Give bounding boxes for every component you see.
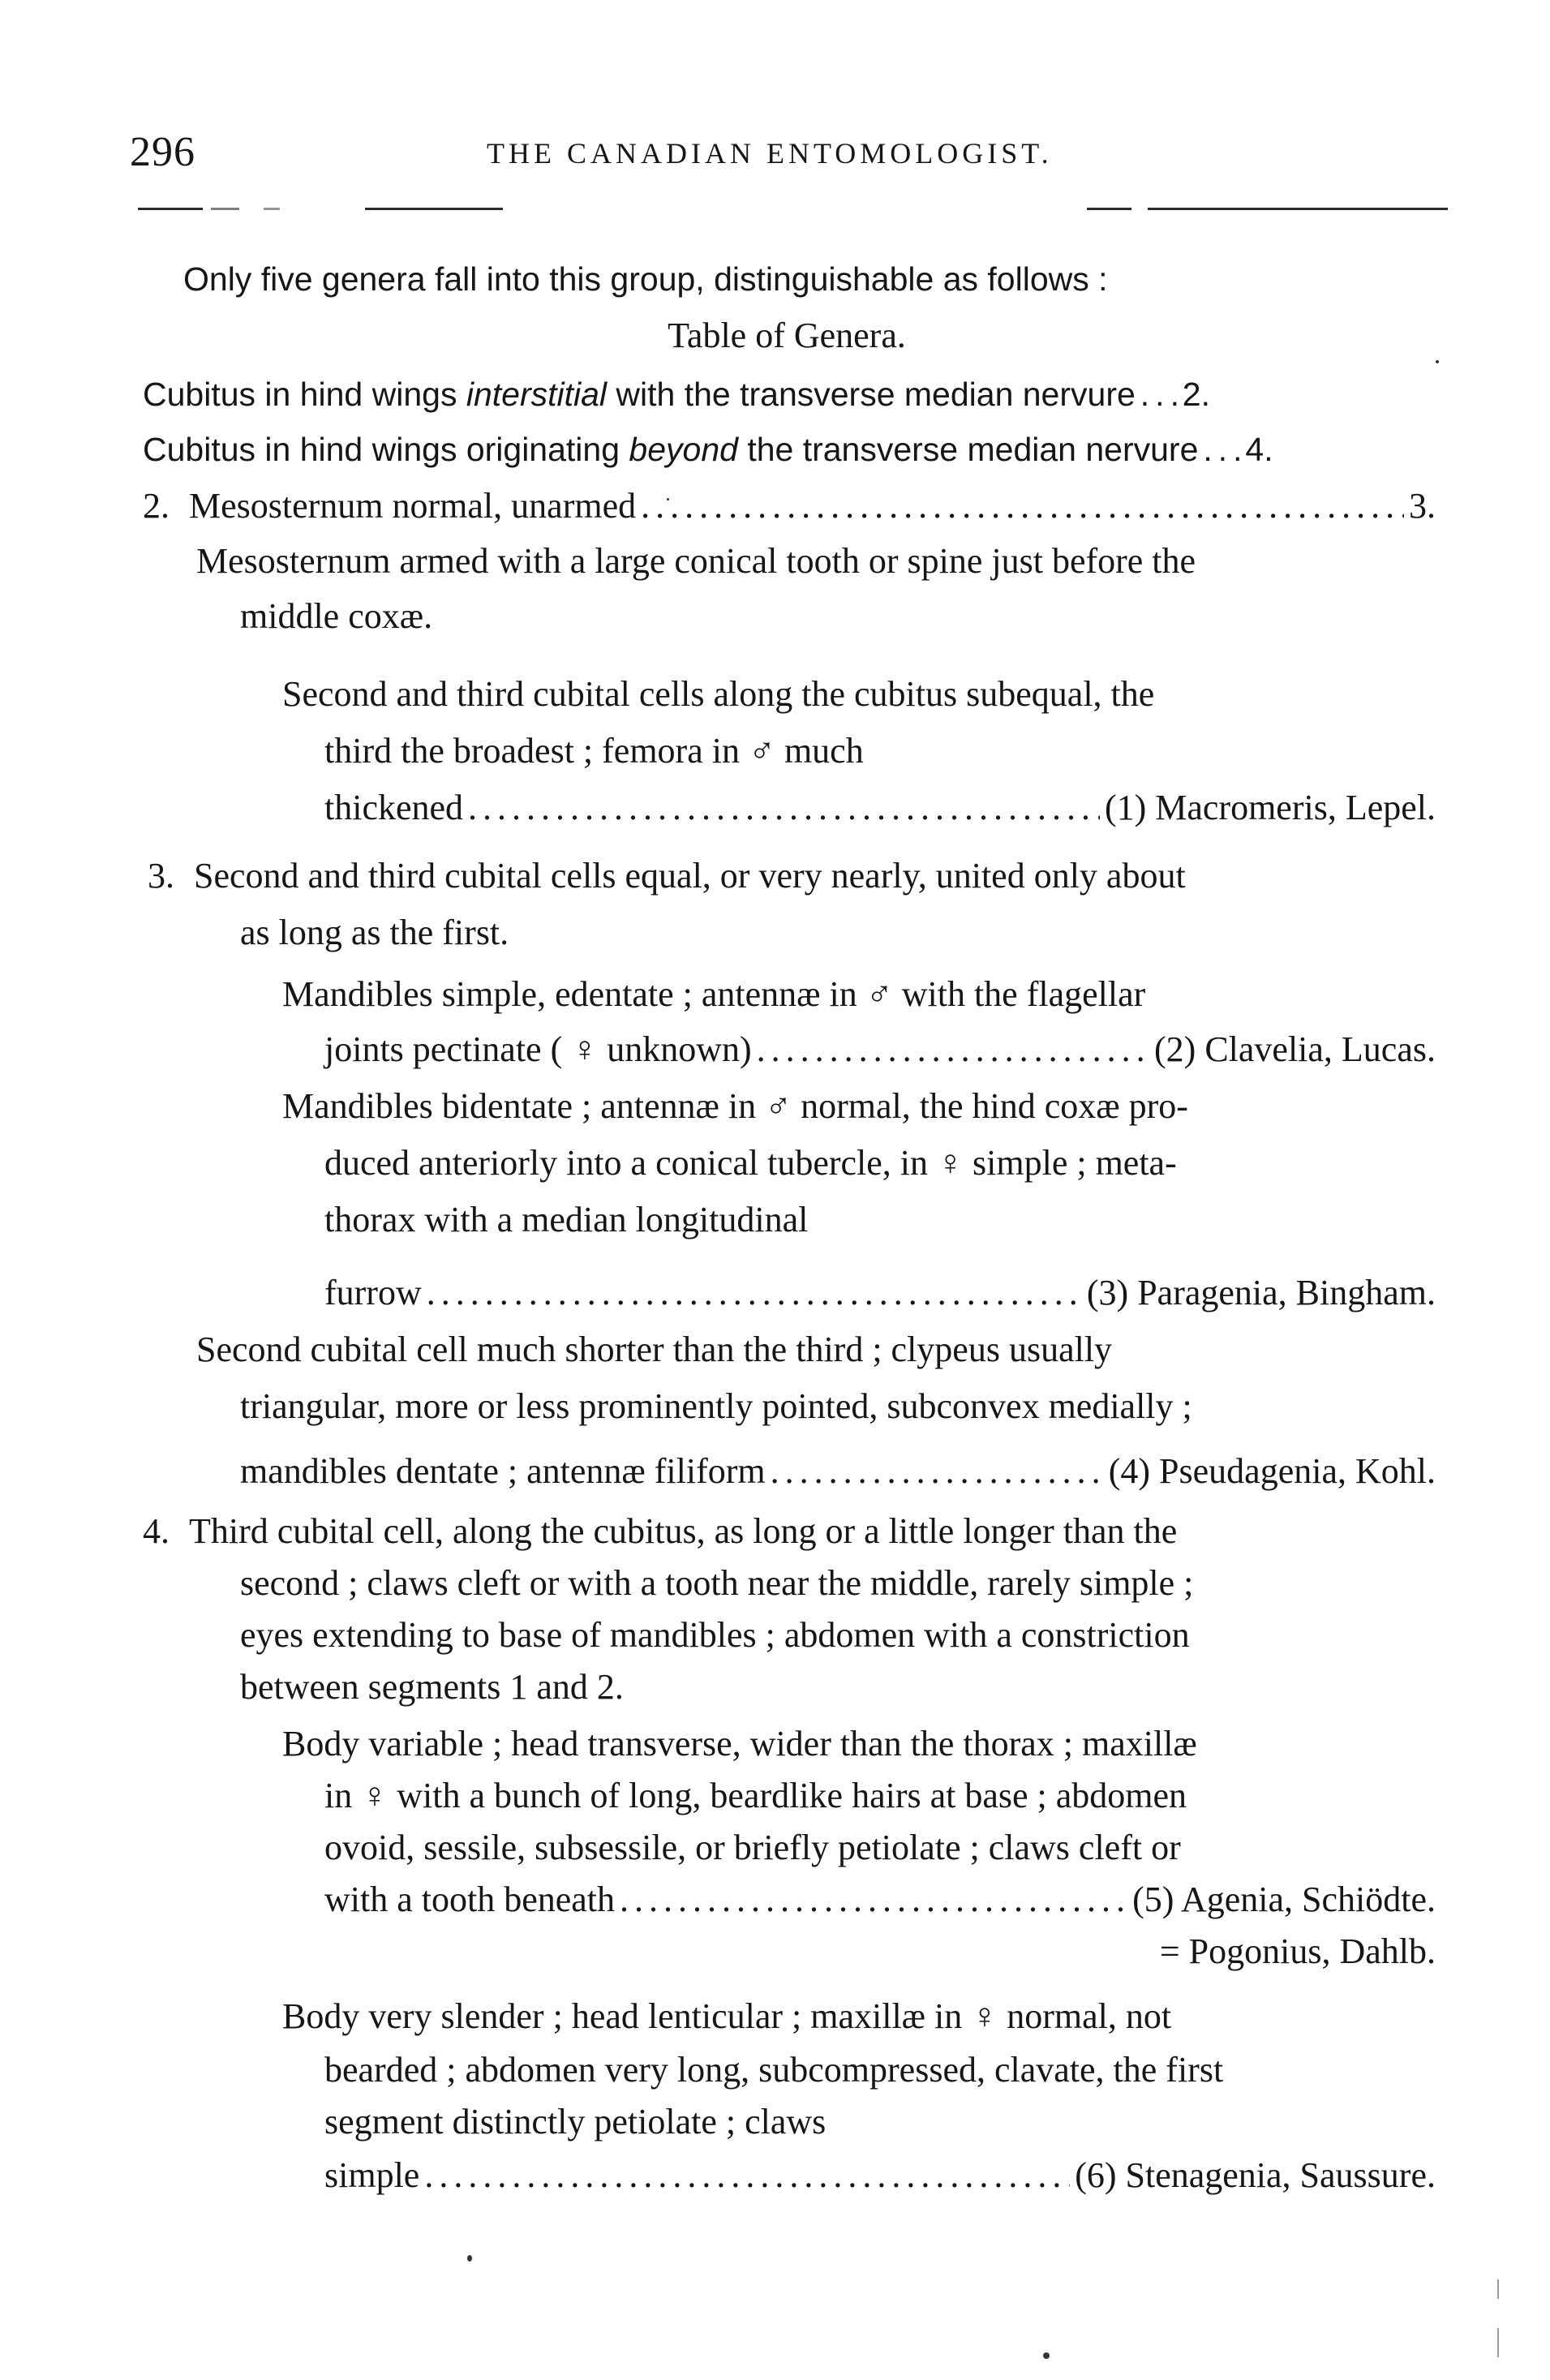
running-title: THE CANADIAN ENTOMOLOGIST. xyxy=(487,137,1053,170)
header-rule xyxy=(1148,208,1448,210)
page-header xyxy=(130,128,1444,177)
genus-1-description: third the broadest ; femora in ♂ much xyxy=(324,731,864,771)
couplet-number: 4. xyxy=(143,1511,170,1551)
genus-4-description: triangular, more or less prominently pointed, subconvex medially ; xyxy=(240,1386,1192,1426)
genus-4-entry xyxy=(240,1450,1436,1493)
genus-6-description: simple xyxy=(324,2155,420,2195)
genus-3-name: (3) Paragenia, Bingham. xyxy=(1086,1273,1436,1312)
genus-3-description: Mandibles bidentate ; antennæ in ♂ normal, the hind coxæ pro- xyxy=(282,1086,1188,1126)
genus-4-name: (4) Pseudagenia, Kohl. xyxy=(1108,1451,1436,1491)
genus-5-description: with a tooth beneath xyxy=(324,1880,616,1919)
couplet-number: 2. xyxy=(143,486,170,526)
couplet-3-text: Second and third cubital cells equal, or very nearly, united only about xyxy=(194,856,1186,896)
scan-edge-mark xyxy=(1497,2279,1499,2299)
genus-1-description: Second and third cubital cells along the cubitus subequal, the xyxy=(282,674,1155,714)
genus-1-entry xyxy=(324,787,1436,829)
couplet-number: 3. xyxy=(148,856,174,896)
genus-5-description: in ♀ with a bunch of long, beardlike hairs at base ; abdomen xyxy=(324,1776,1187,1815)
genus-2-name: (2) Clavelia, Lucas. xyxy=(1154,1029,1436,1069)
key-couplet-1a xyxy=(143,373,1432,415)
table-title: Table of Genera. xyxy=(668,316,906,355)
genus-6-description: Body very slender ; head lenticular ; maxillæ in ♀ normal, not xyxy=(282,1996,1172,2036)
header-rule xyxy=(365,208,503,210)
key-couplet-2b-line: Mesosternum armed with a large conical tooth or spine just before the xyxy=(196,541,1196,581)
header-rule xyxy=(211,208,239,210)
genus-2-entry xyxy=(324,1029,1436,1071)
print-speck xyxy=(1043,2352,1050,2359)
header-rule xyxy=(138,208,203,210)
genus-6-name: (6) Stenagenia, Saussure. xyxy=(1075,2155,1436,2195)
page-number: 296 xyxy=(130,129,195,175)
genus-6-description: segment distinctly petiolate ; claws xyxy=(324,2102,827,2142)
genus-6-description: bearded ; abdomen very long, subcompressed, clavate, the first xyxy=(324,2050,1224,2090)
couplet-2a-reference: 3. xyxy=(1409,486,1436,526)
key-couplet-2b-line: middle coxæ. xyxy=(240,596,433,636)
key-couplet-1b xyxy=(143,428,1439,470)
genus-3-description: thorax with a median longitudinal xyxy=(324,1200,809,1239)
key-couplet-3 xyxy=(148,855,1186,897)
genus-1-name: (1) Macromeris, Lepel. xyxy=(1104,788,1436,827)
genus-4-description: Second cubital cell much shorter than the third ; clypeus usually xyxy=(196,1330,1113,1369)
genus-3-description: duced anteriorly into a conical tubercle, in ♀ simple ; meta- xyxy=(324,1143,1177,1183)
couplet-1b-text: Cubitus in hind wings originating xyxy=(143,431,629,468)
couplet-1a-italic: interstitial xyxy=(466,376,608,413)
couplet-1b-italic: beyond xyxy=(629,431,738,468)
header-rule xyxy=(264,208,280,210)
header-rule xyxy=(1087,208,1131,210)
genus-5-entry xyxy=(324,1879,1436,1921)
genus-4-description: mandibles dentate ; antennæ filiform xyxy=(240,1451,766,1491)
key-couplet-4-line: eyes extending to base of mandibles ; abdomen with a constriction xyxy=(240,1615,1190,1655)
genus-3-description: furrow xyxy=(324,1273,422,1312)
couplet-1a-text: Cubitus in hind wings xyxy=(143,376,466,413)
intro-line: Only five genera fall into this group, distinguishable as follows : xyxy=(183,260,1108,298)
genus-1-description: thickened xyxy=(324,788,464,827)
key-couplet-2a xyxy=(143,485,1436,527)
key-couplet-4-line: between segments 1 and 2. xyxy=(240,1667,624,1707)
genus-6-entry xyxy=(324,2154,1436,2197)
couplet-2a-text: Mesosternum normal, unarmed xyxy=(189,486,637,526)
couplet-1b-reference: 4. xyxy=(1245,431,1273,468)
genus-5-name: (5) Agenia, Schiödte. xyxy=(1132,1880,1436,1919)
print-speck xyxy=(1436,360,1439,363)
couplet-1b-text-end: the transverse median nervure xyxy=(737,431,1199,468)
genus-5-description: Body variable ; head transverse, wider than the thorax ; maxillæ xyxy=(282,1724,1197,1764)
genus-5-description: ovoid, sessile, subsessile, or briefly petiolate ; claws cleft or xyxy=(324,1828,1181,1867)
scan-edge-mark xyxy=(1497,2328,1499,2357)
print-speck xyxy=(467,2255,472,2262)
couplet-1a-reference: 2. xyxy=(1182,376,1210,413)
key-couplet-4 xyxy=(143,1510,1177,1553)
key-couplet-3-line: as long as the first. xyxy=(240,913,509,952)
couplet-4-text: Third cubital cell, along the cubitus, as long or a little longer than the xyxy=(189,1511,1178,1551)
print-speck xyxy=(667,498,669,500)
key-couplet-4-line: second ; claws cleft or with a tooth near the middle, rarely simple ; xyxy=(240,1563,1194,1603)
genus-2-description: Mandibles simple, edentate ; antennæ in ♂ with the flagellar xyxy=(282,974,1146,1014)
couplet-1a-text-end: with the transverse median nervure xyxy=(607,376,1136,413)
genus-5-synonym: = Pogonius, Dahlb. xyxy=(1159,1931,1436,1971)
genus-3-entry xyxy=(324,1272,1436,1314)
genus-2-description: joints pectinate ( ♀ unknown) xyxy=(324,1029,752,1069)
